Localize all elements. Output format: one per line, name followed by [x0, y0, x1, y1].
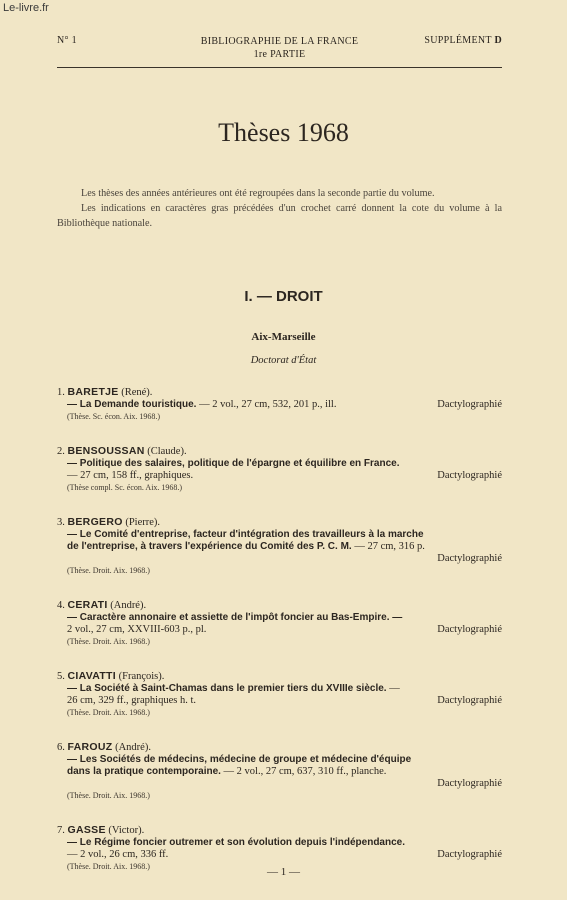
- entry-line: [57, 695, 502, 707]
- thesis-entry: [57, 516, 502, 576]
- author-firstname: (André).: [110, 600, 147, 611]
- header-rule: [57, 67, 502, 68]
- thesis-entry: [57, 670, 502, 718]
- entry-line-text: [67, 754, 496, 766]
- entry-line: [57, 624, 502, 636]
- entry-line: [57, 754, 502, 766]
- format-label: Dactylographié: [437, 624, 502, 635]
- format-label: Dactylographié: [437, 399, 502, 410]
- format-label: [496, 766, 502, 778]
- thesis-list: [57, 386, 502, 895]
- thesis-description: — 2 vol., 27 cm, 637, 310 ff., planche.: [220, 766, 387, 777]
- thesis-entry: [57, 386, 502, 422]
- format-label: Dactylographié: [437, 695, 502, 706]
- thesis-title: de l'entreprise, à travers l'expérience du Comité des P. C. M.: [67, 541, 352, 552]
- intro-paragraph: Les indications en caractères gras précédées d'un crochet carré donnent la cote du volume à la Bibliothèque nationale.: [57, 203, 502, 229]
- supplement-label: SUPPLÉMENT D: [424, 35, 502, 46]
- entry-line-text: [67, 837, 496, 849]
- format-label: [496, 683, 502, 695]
- author-lastname: FAROUZ: [67, 741, 113, 753]
- author-firstname: (André).: [115, 742, 151, 753]
- entry-line: [57, 766, 502, 778]
- entry-number: 2.: [57, 446, 65, 457]
- city-heading: Aix-Marseille: [251, 331, 316, 343]
- entry-line-text: [67, 470, 431, 482]
- entry-author: [57, 386, 502, 399]
- format-label: Dactylographié: [437, 778, 502, 789]
- thesis-entry: [57, 741, 502, 801]
- thesis-description: 2 vol., 27 cm, XXVIII-603 p., pl.: [67, 624, 207, 635]
- entry-note: (Thèse. Droit. Aix. 1968.): [67, 566, 150, 575]
- page-number: — 1 —: [267, 866, 300, 878]
- thesis-title: dans la pratique contemporaine.: [67, 766, 221, 777]
- format-label: Dactylographié: [437, 470, 502, 481]
- entry-line-text: [67, 529, 496, 541]
- thesis-title: — Politique des salaires, politique de l'épargne et équilibre en France.: [67, 458, 400, 469]
- entry-line-text: [67, 624, 431, 636]
- header-part: 1re PARTIE: [253, 49, 306, 60]
- thesis-description: — 2 vol., 26 cm, 336 ff.: [67, 849, 169, 860]
- author-lastname: BENSOUSSAN: [67, 445, 145, 457]
- watermark: Le-livre.fr: [3, 2, 49, 14]
- entry-line: [57, 458, 502, 470]
- entry-line: [57, 612, 502, 624]
- entry-note: (Thèse. Sc. écon. Aix. 1968.): [67, 412, 161, 421]
- entry-line: [57, 849, 502, 861]
- format-label: [496, 541, 502, 553]
- format-label: [496, 837, 502, 849]
- header-title: BIBLIOGRAPHIE DE LA FRANCE: [200, 36, 359, 47]
- degree-heading: Doctorat d'État: [250, 355, 317, 366]
- entry-line-text: [67, 399, 431, 411]
- author-firstname: (François).: [118, 671, 165, 682]
- thesis-description: 26 cm, 329 ff., graphiques h. t.: [67, 695, 196, 706]
- entry-author: [57, 824, 502, 837]
- entry-number: 7.: [57, 825, 65, 836]
- entry-note: (Thèse. Droit. Aix. 1968.): [67, 862, 150, 871]
- intro-paragraph: Les thèses des années antérieures ont été regroupées dans la seconde partie du volume.: [81, 188, 435, 199]
- entry-line: [57, 470, 502, 482]
- intro-text: [57, 186, 502, 231]
- thesis-title: — Le Régime foncier outremer et son évolution depuis l'indépendance.: [67, 837, 405, 848]
- thesis-entry: [57, 824, 502, 872]
- entry-line: [57, 683, 502, 695]
- format-label: [496, 754, 502, 766]
- author-firstname: (Pierre).: [125, 517, 161, 528]
- entry-line-text: [67, 695, 431, 707]
- supplement-letter: D: [494, 35, 502, 46]
- thesis-entry: [57, 445, 502, 493]
- entry-author: [57, 516, 502, 529]
- entry-line-text: [67, 458, 496, 470]
- author-lastname: BERGERO: [67, 516, 123, 528]
- thesis-description: — 27 cm, 316 p.: [351, 541, 425, 552]
- author-firstname: (René).: [121, 387, 153, 398]
- entry-line: [57, 541, 502, 553]
- format-label: [496, 612, 502, 624]
- entry-line: [57, 837, 502, 849]
- thesis-entry: [57, 599, 502, 647]
- entry-line-text: [67, 766, 496, 778]
- author-lastname: CIAVATTI: [67, 670, 116, 682]
- entry-line-text: [67, 849, 431, 861]
- entry-author: [57, 741, 502, 754]
- entry-line-text: [67, 683, 496, 695]
- entry-number: 5.: [57, 671, 65, 682]
- thesis-description: —: [386, 683, 400, 694]
- page-title: Thèses 1968: [218, 118, 349, 147]
- entry-author: [57, 445, 502, 458]
- entry-line-text: [67, 612, 496, 624]
- thesis-description: — 27 cm, 158 ff., graphiques.: [67, 470, 194, 481]
- thesis-description: — 2 vol., 27 cm, 532, 201 p., ill.: [196, 399, 337, 410]
- format-label: [496, 458, 502, 470]
- author-lastname: BARETJE: [67, 386, 119, 398]
- entry-note: (Thèse. Droit. Aix. 1968.): [67, 708, 150, 717]
- entry-line: [57, 529, 502, 541]
- format-label: [496, 529, 502, 541]
- entry-line-text: [67, 541, 496, 553]
- author-lastname: GASSE: [67, 824, 106, 836]
- entry-number: 3.: [57, 517, 65, 528]
- entry-note: (Thèse compl. Sc. écon. Aix. 1968.): [67, 483, 183, 492]
- entry-number: 4.: [57, 600, 65, 611]
- thesis-title: — Le Comité d'entreprise, facteur d'intégration des travailleurs à la marche: [67, 529, 424, 540]
- entry-line: [57, 399, 502, 411]
- thesis-title: — La Demande touristique.: [67, 399, 197, 410]
- issue-number: N° 1: [57, 35, 77, 46]
- author-firstname: (Claude).: [147, 446, 187, 457]
- thesis-title: — La Société à Saint-Chamas dans le premier tiers du XVIIIe siècle.: [67, 683, 387, 694]
- entry-number: 1.: [57, 387, 65, 398]
- thesis-title: — Caractère annonaire et assiette de l'impôt foncier au Bas-Empire. —: [67, 612, 403, 623]
- format-label: Dactylographié: [437, 849, 502, 860]
- format-label: Dactylographié: [437, 553, 502, 564]
- section-heading: I. — DROIT: [244, 288, 323, 305]
- entry-note: (Thèse. Droit. Aix. 1968.): [67, 791, 150, 800]
- entry-author: [57, 599, 502, 612]
- entry-author: [57, 670, 502, 683]
- author-firstname: (Victor).: [108, 825, 145, 836]
- author-lastname: CERATI: [67, 599, 108, 611]
- entry-number: 6.: [57, 742, 65, 753]
- thesis-title: — Les Sociétés de médecins, médecine de groupe et médecine d'équipe: [67, 754, 412, 765]
- entry-note: (Thèse. Droit. Aix. 1968.): [67, 637, 150, 646]
